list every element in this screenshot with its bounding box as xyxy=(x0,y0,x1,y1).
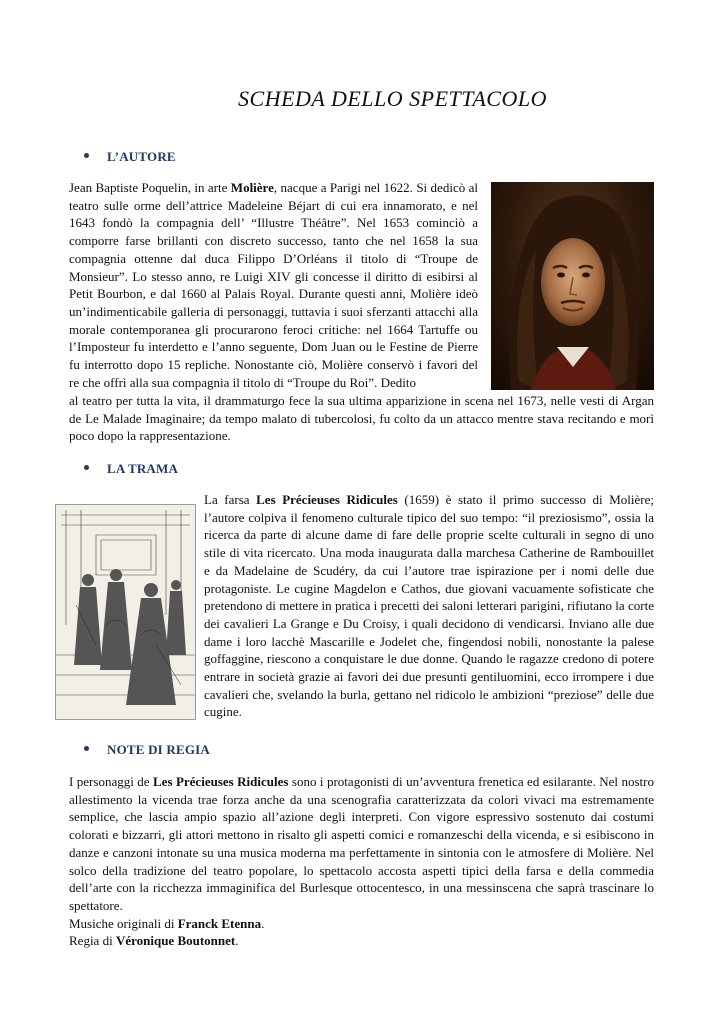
section-label-trama: LA TRAMA xyxy=(107,461,179,476)
bullet-icon xyxy=(84,746,89,751)
note-block xyxy=(69,773,654,950)
music-credit xyxy=(69,915,654,933)
autore-text-3: al teatro per tutta la vita, il drammaturgo fece la sua ultima apparizione in scena nel 1673, nelle vesti di Argan de Le Malade Imaginaire; da tempo malato di tubercolosi, fu colto da un attacco mentre stava recitando e morì poco dopo la rappresentazione. xyxy=(69,393,654,444)
section-label-note: NOTE DI REGIA xyxy=(107,742,211,757)
note-paragraph xyxy=(69,773,654,915)
bullet-icon xyxy=(84,153,89,158)
section-heading-note xyxy=(88,742,210,758)
note-text-1: I personaggi de xyxy=(69,774,153,789)
autore-text-2: , nacque a Parigi nel 1622. Si dedicò al teatro sulle orme dell’attrice Madeleine Béjart di cui era innamorato, e nel 1643 fondò la compagnia dell’ “Illustre Théâtre”. Nel 1653 cominciò a comporre farse brillanti con discreto successo, tanto che nel 1658 la sua compagnia ottenne dal duca Filippo D’Orléans il titolo di “Troupe de Monsieur”. Lo stesso anno, re Luigi XIV gli concesse il diritto di esibirsi al Petit Bourbon, e dal 1660 al Palais Royal. Durante questi anni, Molière ideò un’indimenticabile galleria di personaggi, tuttavia i suoi sferzanti attacchi alla morale contemporanea gli procurarono feroci critiche: nel 1664 Tartuffe ou l’Imposteur fu interdetto e l’anno seguente, Dom Juan ou le Festine de Pierre fu interrotto dopo 15 repliche. Nonostante ciò, Molière conservò i favori del re che offrì alla sua compagnia il titolo di “Troupe du Roi”. Dedito xyxy=(69,180,478,390)
portrait-icon xyxy=(491,182,654,390)
section-heading-autore xyxy=(88,149,176,165)
section-heading-trama xyxy=(88,461,178,477)
music-credit-label: Musiche originali di xyxy=(69,915,178,931)
engraving-icon xyxy=(56,505,195,719)
title-text: SCHEDA DELLO SPETTACOLO xyxy=(238,86,547,111)
trama-text-2: (1659) è stato il primo successo di Molière; l’autore colpiva il fenomeno culturale tipico del suo tempo: “il preziosismo”, ossia la ricerca da parte di alcune dame di fare delle proprie scelte culturali in segno di uno stile di vita ricercato. Una moda inaugurata dalla marchesa Catherine de Rambouillet e da Madelaine de Scudéry, da cui l’autore trae ispirazione per i nomi delle due protagoniste. Le cugine Magdelon e Cathos, due giovani vacuamente sofisticate che pretendono di mettere in pratica i precetti dei saloni letterari parigini, rifiutano la corte dei cavalieri La Grange e Du Croisy, i quali decidono di vendicarsi. Inviano alle due dame i loro lacchè Mascarille e Jodelet che, fingendosi nobili, nonostante la palese goffaggine, riescono a conquistare le due donne. Quando le ragazze credono di potere entrare in società grazie ai favori dei due presunti gentiluomini, ecco irrompere i due cavalieri che, svelando la burla, gettano nel ridicolo le ambizioni “preziose” delle due cugine. xyxy=(204,492,655,720)
autore-paragraph xyxy=(69,179,478,391)
director-credit-label: Regia di xyxy=(69,933,116,949)
portrait-image xyxy=(491,182,654,390)
trama-title-bold: Les Précieuses Ridicules xyxy=(256,492,398,507)
trama-paragraph xyxy=(204,491,654,721)
trama-text-1: La farsa xyxy=(204,492,257,507)
note-text-2: sono i protagonisti di un’avventura frenetica ed esilarante. Nel nostro allestimento la vicenda trae forza anche da una scenografia caratterizzata da colori vivaci ma estremamente semplice, che lascia ampio spazio all’azione degli interpreti. Con vigore espressivo sostenuto dai costumi colorati e bizzarri, gli attori mettono in risalto gli aspetti comici e romanzeschi della vicenda, e si esibiscono in danze e canzoni intonate su una musica moderna ma perfettamente in sintonia con le atmosfere di Molière. Nel solco della tradizione del teatro popolare, lo spettacolo accosta aspetti tipici della farsa e della commedia dell’arte con la ricchezza immaginifica del Burlesque ottocentesco, in una messinscena che saprà trascinare lo spettatore. xyxy=(69,774,654,913)
director-credit xyxy=(69,932,654,950)
bullet-icon xyxy=(84,465,89,470)
engraving-image xyxy=(55,504,196,720)
autore-name-bold: Molière xyxy=(230,180,274,195)
section-label-autore: L’AUTORE xyxy=(107,149,176,164)
music-credit-period: . xyxy=(261,915,265,931)
director-credit-period: . xyxy=(235,933,239,949)
music-credit-name: Franck Etenna xyxy=(177,915,262,931)
note-title-bold: Les Précieuses Ridicules xyxy=(153,774,289,789)
director-credit-name: Véronique Boutonnet xyxy=(115,933,236,949)
autore-text-1: Jean Baptiste Poquelin, in arte xyxy=(69,180,231,195)
autore-paragraph-continued xyxy=(69,392,654,445)
page-title xyxy=(0,86,725,112)
